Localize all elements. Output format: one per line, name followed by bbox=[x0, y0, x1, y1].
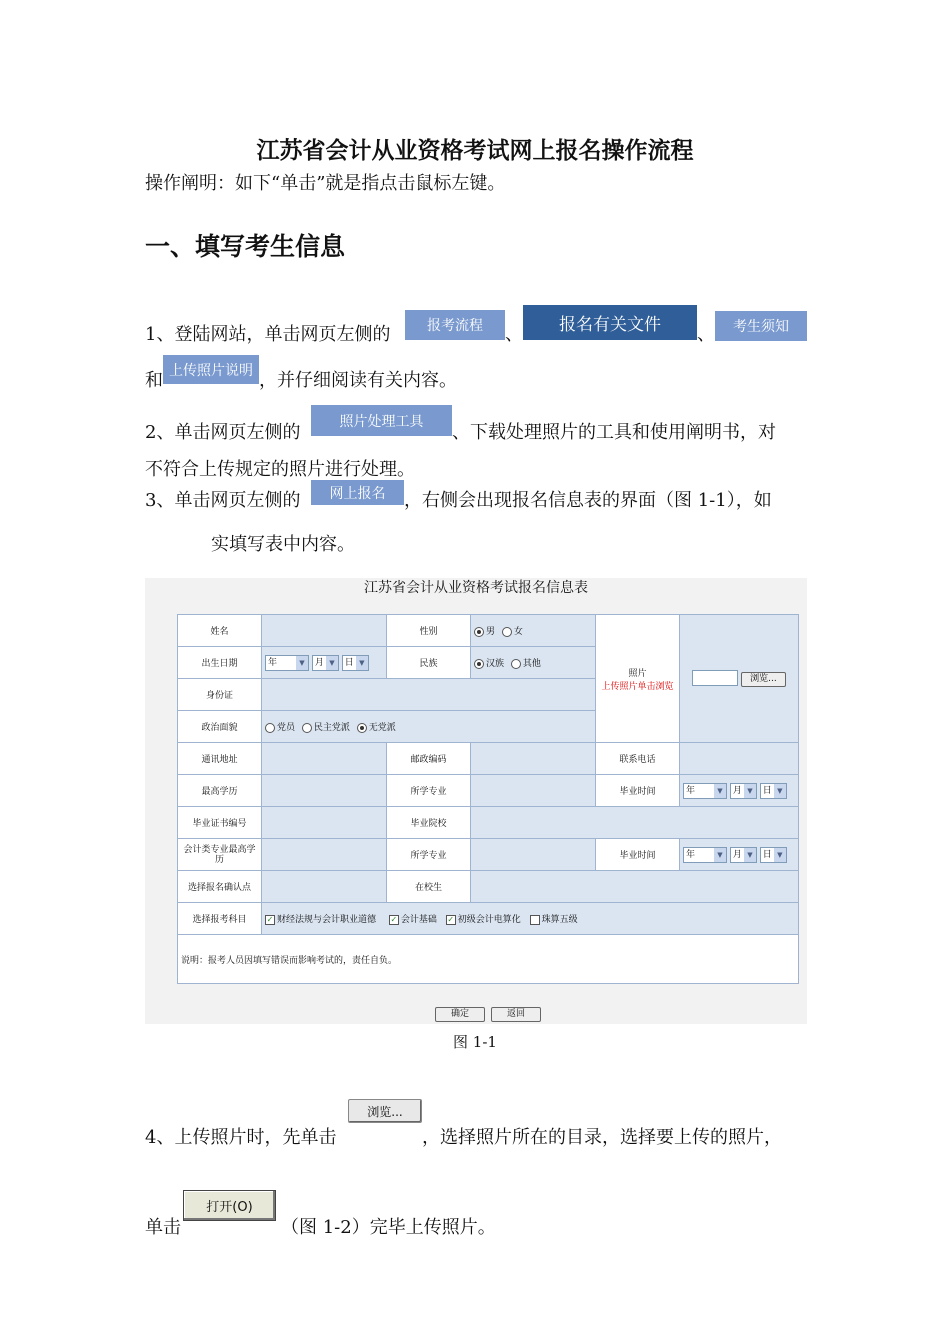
grad-year-value: 年 bbox=[686, 785, 696, 796]
chevron-down-icon: ▼ bbox=[714, 848, 726, 862]
chevron-down-icon: ▼ bbox=[714, 784, 726, 798]
grad-year-select[interactable] bbox=[683, 783, 727, 799]
chevron-down-icon: ▼ bbox=[744, 848, 756, 862]
step2-line2: 不符合上传规定的照片进行处理。 bbox=[145, 459, 415, 480]
document-title: 江苏省会计从业资格考试网上报名操作流程 bbox=[256, 137, 694, 164]
ethnic-other-radio[interactable] bbox=[511, 659, 521, 669]
acc-year-select[interactable] bbox=[683, 847, 727, 863]
step3-suffix: ，右侧会出现报名信息表的界面（图 1-1），如 bbox=[404, 490, 772, 511]
form-title: 江苏省会计从业资格考试报名信息表 bbox=[364, 580, 588, 596]
acc-month-select[interactable] bbox=[730, 847, 757, 863]
chevron-down-icon: ▼ bbox=[744, 784, 756, 798]
political-none-radio[interactable] bbox=[357, 723, 367, 733]
chevron-down-icon: ▼ bbox=[356, 656, 368, 670]
education-input[interactable] bbox=[262, 775, 387, 807]
gender-options bbox=[471, 615, 596, 647]
accounting-major-input[interactable] bbox=[471, 839, 596, 871]
birth-day-select[interactable] bbox=[342, 655, 369, 671]
political-democratic-radio[interactable] bbox=[302, 723, 312, 733]
grad-day-value: 日 bbox=[762, 785, 772, 796]
name-input[interactable] bbox=[262, 615, 387, 647]
in-school-input[interactable] bbox=[471, 871, 799, 903]
subject-4-text: 珠算五级 bbox=[541, 915, 578, 925]
accounting-education-label: 会计类专业最高学历 bbox=[178, 839, 262, 871]
photo-label-cell bbox=[596, 615, 680, 743]
step2-prefix: 2、单击网页左侧的 bbox=[145, 422, 301, 443]
step2-suffix: 、下载处理照片的工具和使用阐明书，对 bbox=[452, 422, 776, 443]
major-input[interactable] bbox=[471, 775, 596, 807]
online-registration-button: 网上报名 bbox=[311, 480, 404, 505]
step1-suffix: ，并仔细阅读有关内容。 bbox=[259, 370, 457, 391]
in-school-label: 在校生 bbox=[387, 871, 471, 903]
ethnic-options bbox=[471, 647, 596, 679]
birth-year-select[interactable] bbox=[265, 655, 309, 671]
subjects-options bbox=[262, 903, 799, 935]
step3-prefix: 3、单击网页左侧的 bbox=[145, 490, 301, 511]
phone-label: 联系电话 bbox=[596, 743, 680, 775]
ethnic-other-text: 其他 bbox=[522, 659, 541, 669]
confirm-point-label: 选择报名确认点 bbox=[178, 871, 262, 903]
gender-female-radio[interactable] bbox=[502, 627, 512, 637]
political-party-radio[interactable] bbox=[265, 723, 275, 733]
ethnic-han-text: 汉族 bbox=[486, 659, 505, 669]
operation-note: 操作阐明：如下“单击”就是指点击鼠标左键。 bbox=[145, 173, 506, 194]
chevron-down-icon: ▼ bbox=[296, 656, 308, 670]
confirm-point-input[interactable] bbox=[262, 871, 387, 903]
acc-year-value: 年 bbox=[686, 849, 696, 860]
graduation-selects bbox=[680, 775, 799, 807]
phone-input[interactable] bbox=[680, 743, 799, 775]
step3-line2: 实填写表中内容。 bbox=[211, 534, 355, 555]
chevron-down-icon: ▼ bbox=[326, 656, 338, 670]
postcode-label: 邮政编码 bbox=[387, 743, 471, 775]
accounting-graduation-selects bbox=[680, 839, 799, 871]
grad-month-select[interactable] bbox=[730, 783, 757, 799]
gender-female-text: 女 bbox=[513, 627, 523, 637]
acc-month-value: 月 bbox=[732, 849, 742, 860]
birth-selects bbox=[262, 647, 387, 679]
certificate-label: 毕业证书编号 bbox=[178, 807, 262, 839]
gender-label: 性别 bbox=[387, 615, 471, 647]
accounting-graduation-time-label: 毕业时间 bbox=[596, 839, 680, 871]
photo-upload-cell bbox=[680, 615, 799, 743]
birth-label: 出生日期 bbox=[178, 647, 262, 679]
certificate-input[interactable] bbox=[262, 807, 387, 839]
subject-4-checkbox[interactable] bbox=[530, 915, 540, 925]
school-input[interactable] bbox=[471, 807, 799, 839]
separator: 、 bbox=[505, 324, 523, 345]
chevron-down-icon: ▼ bbox=[774, 784, 786, 798]
browse-button-image: 浏览... bbox=[348, 1099, 422, 1123]
subjects-label: 选择报考科目 bbox=[178, 903, 262, 935]
subject-3-text: 初级会计电算化 bbox=[457, 915, 521, 925]
gender-male-text: 男 bbox=[486, 627, 496, 637]
birth-day-value: 日 bbox=[344, 657, 354, 668]
birth-month-select[interactable] bbox=[312, 655, 339, 671]
grad-month-value: 月 bbox=[732, 785, 742, 796]
ethnic-label: 民族 bbox=[387, 647, 471, 679]
chevron-down-icon: ▼ bbox=[774, 848, 786, 862]
registration-form-table bbox=[177, 614, 799, 984]
subject-1-checkbox[interactable]: ✓ bbox=[266, 914, 274, 924]
remark-cell bbox=[178, 935, 799, 984]
open-button-image: 打开(O) bbox=[183, 1190, 276, 1221]
confirm-button[interactable]: 确定 bbox=[435, 1007, 485, 1022]
political-party-text: 党员 bbox=[277, 723, 296, 733]
registration-documents-button: 报名有关文件 bbox=[523, 305, 697, 340]
gender-male-radio[interactable] bbox=[474, 627, 484, 637]
education-label: 最高学历 bbox=[178, 775, 262, 807]
address-input[interactable] bbox=[262, 743, 387, 775]
photo-label: 照片 bbox=[628, 668, 647, 679]
school-label: 毕业院校 bbox=[387, 807, 471, 839]
candidate-notice-button: 考生须知 bbox=[715, 311, 807, 341]
graduation-time-label: 毕业时间 bbox=[596, 775, 680, 807]
step4-end: （图 1-2）完毕上传照片。 bbox=[281, 1217, 496, 1238]
registration-form-figure bbox=[145, 578, 807, 1024]
accounting-education-input[interactable] bbox=[262, 839, 387, 871]
subject-3-checkbox[interactable]: ✓ bbox=[447, 914, 455, 924]
id-label: 身份证 bbox=[178, 679, 262, 711]
ethnic-han-radio[interactable] bbox=[474, 659, 484, 669]
exam-process-button: 报考流程 bbox=[405, 310, 505, 340]
birth-year-value: 年 bbox=[268, 657, 278, 668]
photo-hint: 上传照片单击浏览 bbox=[601, 681, 674, 692]
form-remark: 说明：报考人员因填写错误而影响考试的，责任自负。 bbox=[181, 955, 398, 966]
political-democratic-text: 民主党派 bbox=[313, 723, 350, 733]
back-button[interactable]: 返回 bbox=[491, 1007, 541, 1022]
step4-suffix: ，选择照片所在的目录，选择要上传的照片， bbox=[422, 1127, 782, 1148]
step1-prefix: 1、登陆网站，单击网页左侧的 bbox=[145, 324, 391, 345]
separator: 、 bbox=[697, 324, 715, 345]
step4-click: 单击 bbox=[145, 1217, 181, 1238]
photo-path-input[interactable] bbox=[692, 670, 738, 686]
step4-prefix: 4、上传照片时，先单击 bbox=[145, 1127, 337, 1148]
political-label: 政治面貌 bbox=[178, 711, 262, 743]
acc-day-select[interactable] bbox=[760, 847, 787, 863]
step1-and: 和 bbox=[145, 370, 163, 391]
address-label: 通讯地址 bbox=[178, 743, 262, 775]
subject-1-text: 财经法规与会计职业道德 bbox=[277, 915, 377, 925]
id-input[interactable] bbox=[262, 679, 596, 711]
browse-button[interactable]: 浏览... bbox=[741, 672, 786, 687]
figure-caption: 图 1-1 bbox=[453, 1033, 497, 1051]
grad-day-select[interactable] bbox=[760, 783, 787, 799]
political-options bbox=[262, 711, 596, 743]
birth-month-value: 月 bbox=[314, 657, 324, 668]
photo-upload-instructions-button: 上传照片说明 bbox=[163, 355, 259, 384]
name-label: 姓名 bbox=[178, 615, 262, 647]
photo-tool-button: 照片处理工具 bbox=[311, 405, 452, 436]
political-none-text: 无党派 bbox=[368, 723, 396, 733]
acc-day-value: 日 bbox=[762, 849, 772, 860]
postcode-input[interactable] bbox=[471, 743, 596, 775]
subject-2-text: 会计基础 bbox=[400, 915, 437, 925]
accounting-major-label: 所学专业 bbox=[387, 839, 471, 871]
subject-2-checkbox[interactable]: ✓ bbox=[390, 914, 398, 924]
major-label: 所学专业 bbox=[387, 775, 471, 807]
section-heading: 一、填写考生信息 bbox=[145, 232, 346, 261]
